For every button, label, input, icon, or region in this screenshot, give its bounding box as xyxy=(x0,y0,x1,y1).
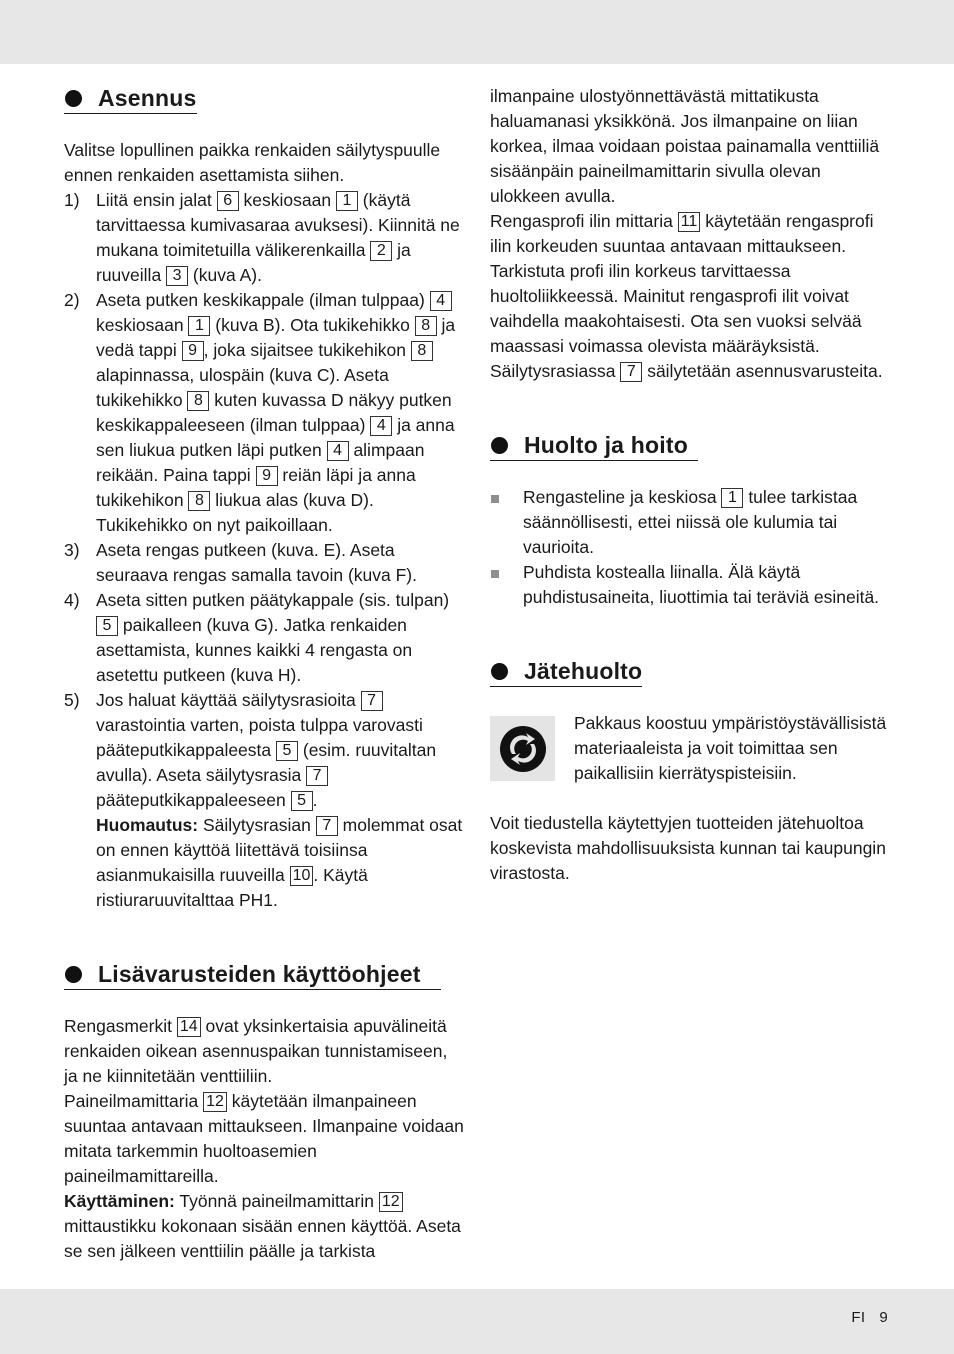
square-bullet-icon xyxy=(491,570,499,578)
part-number-box: 7 xyxy=(316,816,338,836)
part-number-box: 7 xyxy=(306,766,328,786)
step-number: 5) xyxy=(64,690,80,710)
note-label: Huomautus: xyxy=(96,815,199,835)
part-number-box: 4 xyxy=(327,441,349,461)
step-item xyxy=(64,688,464,813)
bullet-dot-icon xyxy=(491,663,508,680)
part-number-box: 8 xyxy=(411,341,433,361)
part-number-box: 12 xyxy=(203,1092,227,1112)
section-heading-asennus xyxy=(64,84,197,114)
square-bullet-icon xyxy=(491,495,499,503)
part-number-box: 4 xyxy=(430,291,452,311)
waste-info-paragraph: Voit tiedustella käytettyjen tuotteiden jätehuoltoa koskevista mahdollisuuksista kunnan tai kaupungin virastosta. xyxy=(490,813,886,883)
list-item xyxy=(490,485,892,560)
footer-language: FI xyxy=(851,1309,866,1326)
sailytysrasia-paragraph: Säilytysrasiassa 7 säilytetään asennusvarusteita. xyxy=(490,361,883,381)
step-text: Aseta rengas putkeen (kuva. E). Aseta seuraava rengas samalla tavoin (kuva F). xyxy=(96,540,417,585)
part-number-box: 1 xyxy=(721,488,743,508)
part-number-box: 3 xyxy=(166,266,188,286)
page-footer xyxy=(851,1305,888,1330)
step-item xyxy=(64,538,464,588)
note-paragraph xyxy=(64,813,464,913)
step-number: 1) xyxy=(64,190,80,210)
part-number-box: 8 xyxy=(415,316,437,336)
step-item xyxy=(64,588,464,688)
step-text: Aseta putken keskikappale (ilman tulppaa) 4 keskiosaan 1 (kuva B). Ota tukikehikko 8 ja vedä tappi 9 , joka sijaitsee tukikehikon 8 alapinnassa, ulospäin (kuva C). Aseta tukikehikko 8 kuten kuvassa D näkyy putken keskikappaleeseen (ilman tulppaa) 4 ja anna sen liukua putken läpi putken 4 alimpaan reikään. Paina tappi 9 reiän läpi ja anna tukikehikon 8 liukua alas (kuva D). Tukikehikko on nyt paikoillaan. xyxy=(96,290,456,535)
part-number-box: 9 xyxy=(182,341,204,361)
part-number-box: 8 xyxy=(187,391,209,411)
part-number-box: 5 xyxy=(96,616,118,636)
recycling-row xyxy=(490,711,892,786)
bullet-dot-icon xyxy=(491,437,508,454)
recycling-icon xyxy=(490,716,555,781)
kayttaminen-paragraph xyxy=(64,1189,464,1264)
kayttaminen-text: Työnnä paineilmamittarin 12 mittaustikku kokonaan sisään ennen käyttöä. Aseta se sen jälkeen venttiilin päälle ja tarkista xyxy=(64,1191,461,1261)
part-number-box: 4 xyxy=(370,416,392,436)
part-number-box: 12 xyxy=(379,1192,403,1212)
left-column xyxy=(64,84,464,1264)
heading-text: Huolto ja hoito xyxy=(524,432,688,458)
header-band xyxy=(0,0,954,64)
part-number-box: 9 xyxy=(256,466,278,486)
part-number-box: 14 xyxy=(177,1017,201,1037)
heading-text: Asennus xyxy=(98,85,197,111)
note-text: Säilytysrasian 7 molemmat osat on ennen käyttöä liitettävä toisiinsa asianmukaisilla ruuveilla 10 . Käytä ristiuraruuvitalttaa PH1. xyxy=(96,815,463,910)
step-item xyxy=(64,288,464,538)
list-item xyxy=(490,560,892,610)
section-heading-huolto xyxy=(490,431,698,461)
step-number: 4) xyxy=(64,590,80,610)
step-text: Liitä ensin jalat 6 keskiosaan 1 (käytä tarvittaessa kumivasaraa avuksesi). Kiinnitä ne mukana toimitetuilla välikerenkailla 2 ja ruuveilla 3 (kuva A). xyxy=(96,190,460,285)
page-number: 9 xyxy=(879,1309,888,1326)
installation-steps xyxy=(64,188,464,813)
step-number: 3) xyxy=(64,540,80,560)
recycling-text: Pakkaus koostuu ympäristöystävällisistä materiaaleista ja voit toimittaa sen paikallisiin kierrätyspisteisiin. xyxy=(574,713,887,783)
part-number-box: 1 xyxy=(336,191,358,211)
part-number-box: 2 xyxy=(370,241,392,261)
paineilmamittari-paragraph: Paineilmamittaria 12 käytetään ilmanpaineen suuntaa antavaan mittaukseen. Ilmanpaine voidaan mitata tarkemmin huoltoasemien paineilmamittareilla. xyxy=(64,1091,464,1186)
section-heading-lisavarusteet xyxy=(64,960,441,990)
part-number-box: 10 xyxy=(290,866,314,886)
bullet-dot-icon xyxy=(65,90,82,107)
part-number-box: 1 xyxy=(188,316,210,336)
part-number-box: 8 xyxy=(188,491,210,511)
section-heading-jatehuolto xyxy=(490,657,642,687)
list-item-text: Rengasteline ja keskiosa 1 tulee tarkistaa säännöllisesti, ettei niissä ole kulumia tai vaurioita. xyxy=(523,487,858,557)
right-column xyxy=(490,84,892,886)
part-number-box: 7 xyxy=(620,362,642,382)
maintenance-list xyxy=(490,485,892,610)
heading-text: Lisävarusteiden käyttöohjeet xyxy=(98,961,421,987)
continued-paragraph: ilmanpaine ulostyönnettävästä mittatikusta haluamanasi yksikkönä. Jos ilmanpaine on liian korkea, ilmaa voidaan poistaa painamalla venttiiliä sisäänpäin paineilmamittarin sivulla olevan ulokkeen avulla. xyxy=(490,86,880,206)
bullet-dot-icon xyxy=(65,966,82,983)
kayttaminen-label: Käyttäminen: xyxy=(64,1191,175,1211)
rengasprofiili-paragraph: Rengasprofi ilin mittaria 11 käytetään rengasprofi ilin korkeuden suuntaa antavaan mittaukseen. Tarkistuta profi ilin korkeus tarvittaessa huoltoliikkeessä. Mainitut rengasprofi ilit voivat vaihdella maakohtaisesti. Ota sen vuoksi selvää maassasi voimassa olevista määräyksistä. xyxy=(490,211,874,356)
list-item-text: Puhdista kostealla liinalla. Älä käytä puhdistusaineita, liuottimia tai teräviä esineitä. xyxy=(523,562,880,607)
step-text: Jos haluat käyttää säilytysrasioita 7 varastointia varten, poista tulppa varovasti pääteputkikappaleesta 5 (esim. ruuvitaltan avulla). Aseta säilytysrasia 7 pääteputkikappaleeseen 5 . xyxy=(96,690,437,810)
part-number-box: 6 xyxy=(217,191,239,211)
step-text: Aseta sitten putken päätykappale (sis. tulpan) 5 paikalleen (kuva G). Jatka renkaiden asettamista, kunnes kaikki 4 rengasta on asetettu putkeen (kuva H). xyxy=(96,590,450,685)
step-number: 2) xyxy=(64,290,80,310)
footer-band xyxy=(0,1289,954,1354)
part-number-box: 11 xyxy=(678,212,701,232)
rengasmerkit-paragraph: Rengasmerkit 14 ovat yksinkertaisia apuvälineitä renkaiden oikean asennuspaikan tunnistamiseen, ja ne kiinnitetään venttiiliin. xyxy=(64,1016,448,1086)
part-number-box: 5 xyxy=(276,741,298,761)
heading-text: Jätehuolto xyxy=(524,658,643,684)
step-item xyxy=(64,188,464,288)
part-number-box: 5 xyxy=(291,791,313,811)
asennus-intro: Valitse lopullinen paikka renkaiden säilytyspuulle ennen renkaiden asettamista siihen. xyxy=(64,140,441,185)
part-number-box: 7 xyxy=(361,691,383,711)
